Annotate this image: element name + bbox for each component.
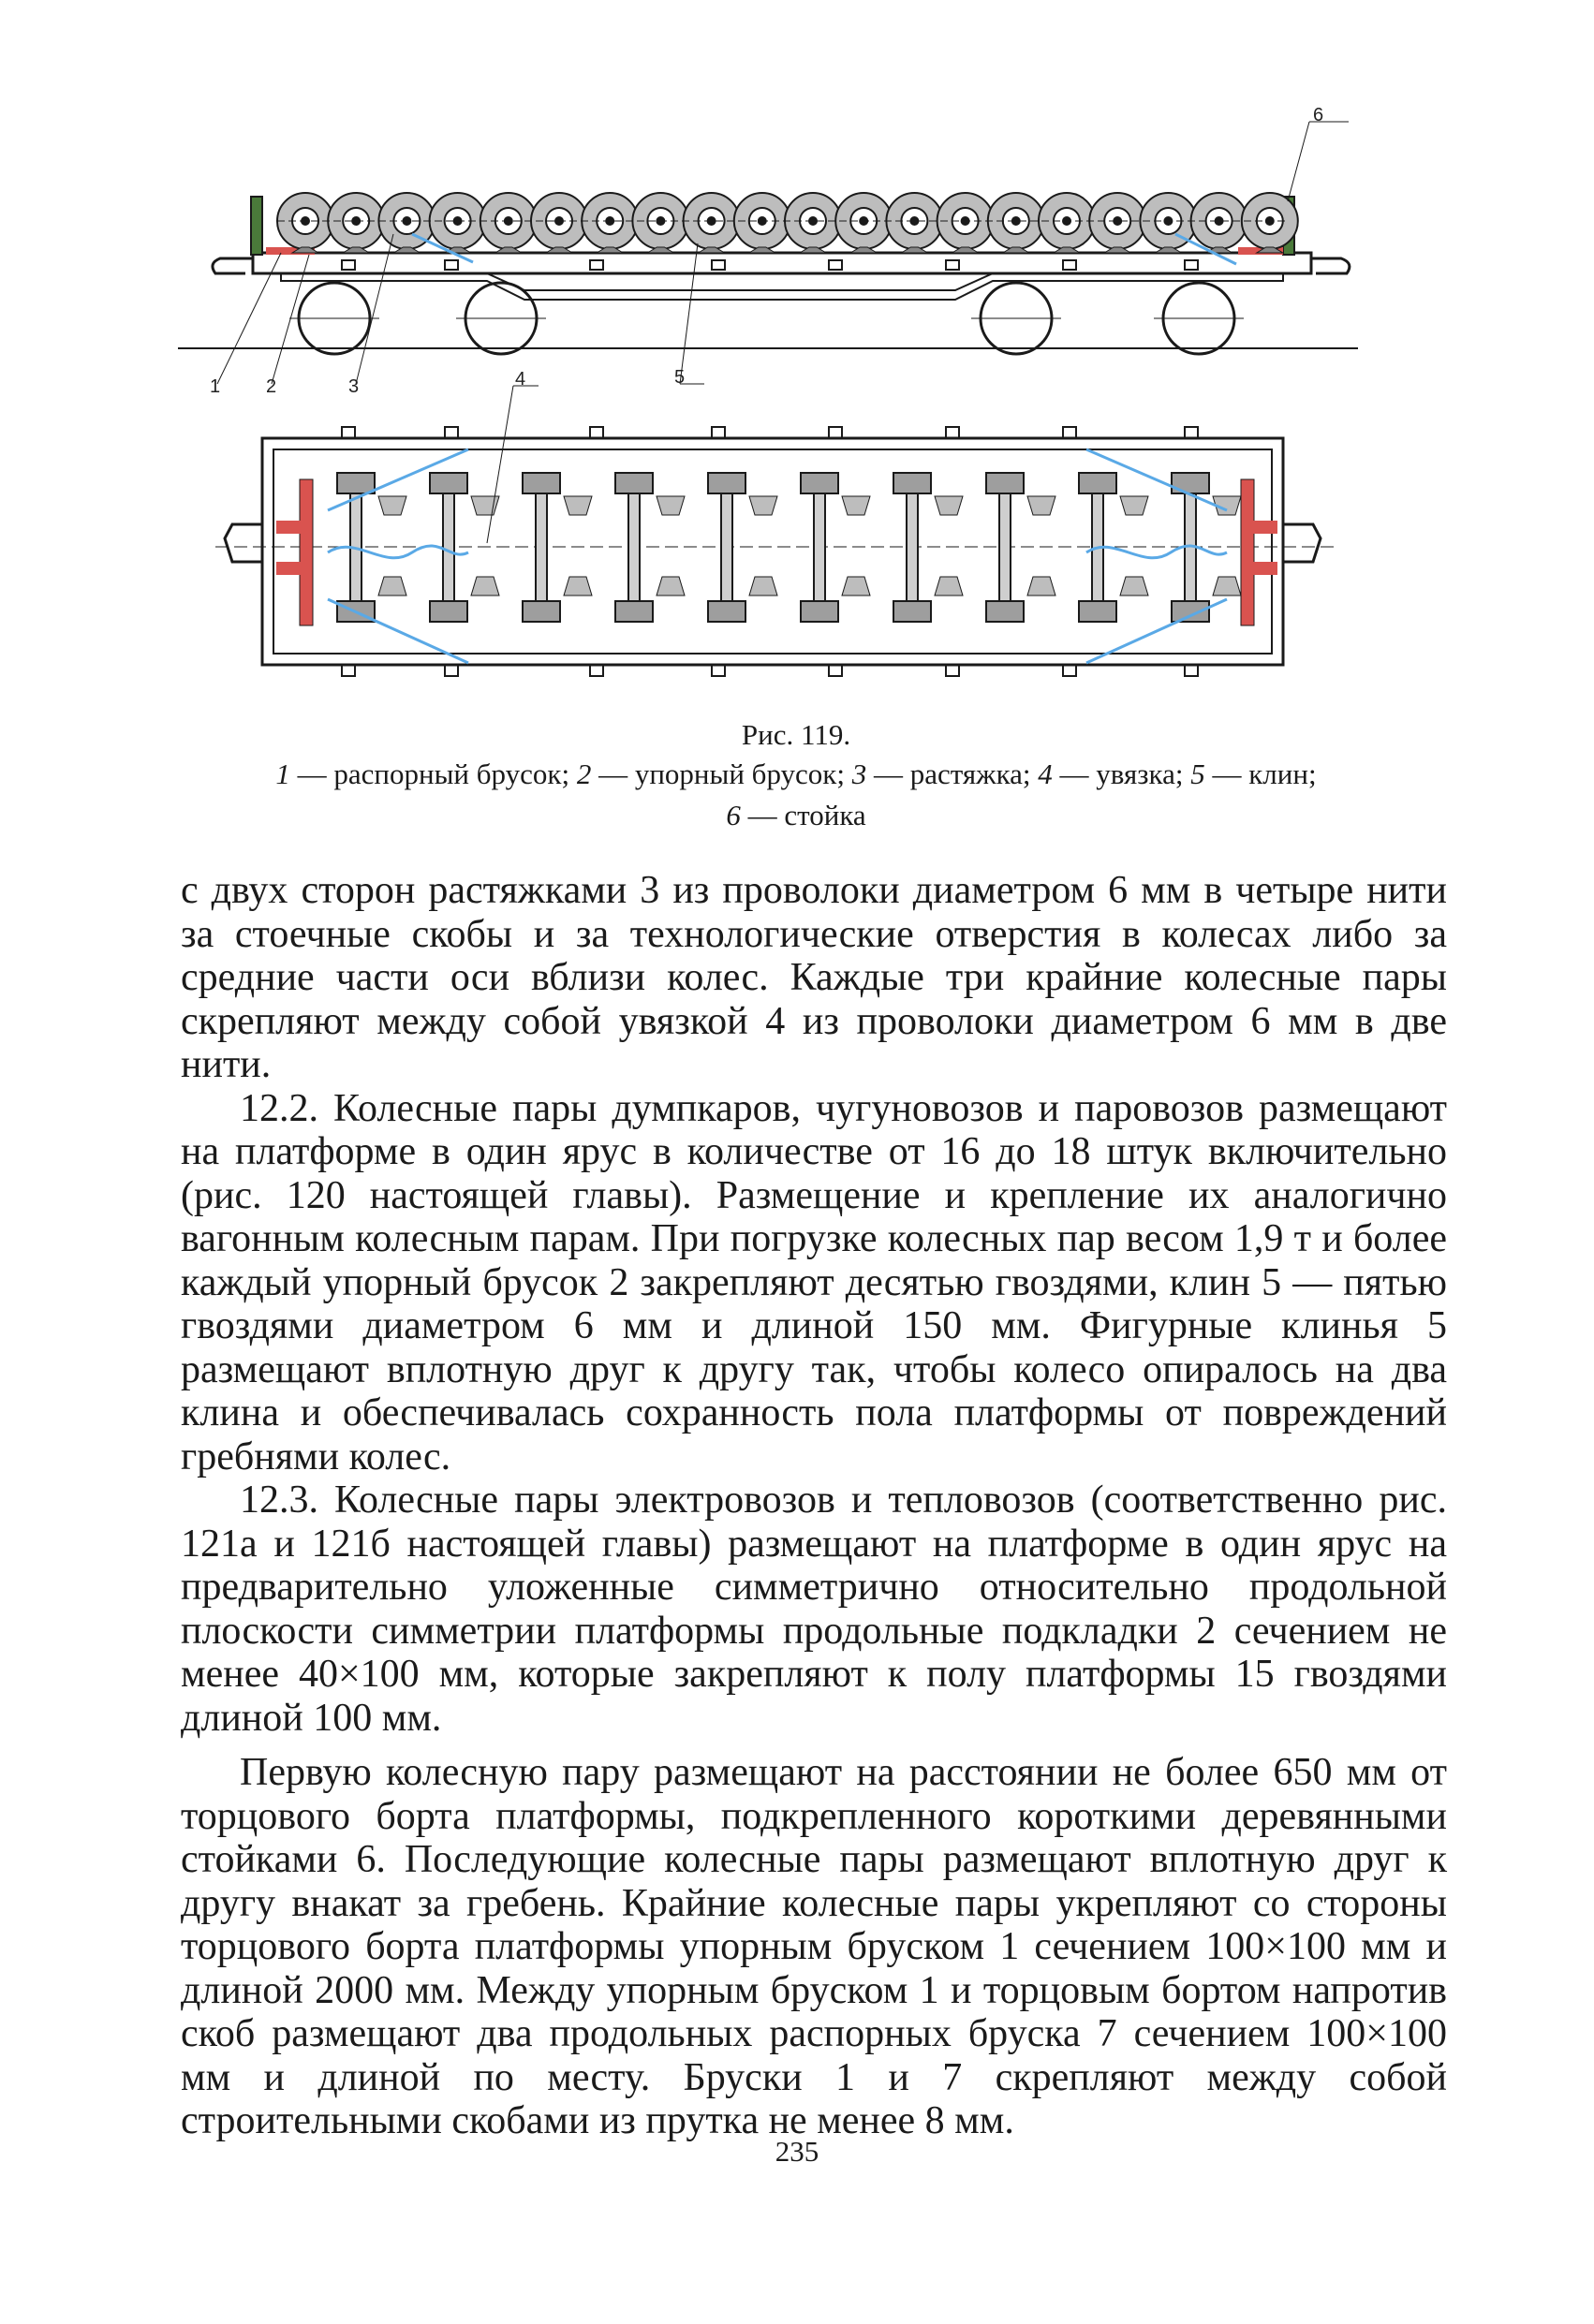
stake-pocket-top bbox=[712, 427, 725, 438]
axle-top bbox=[814, 487, 825, 618]
figure-caption-title: Рис. 119. bbox=[741, 718, 851, 751]
wedge-top-lower bbox=[564, 577, 592, 596]
figure-caption-legend bbox=[140, 754, 1452, 836]
wedge-top-upper bbox=[842, 496, 870, 515]
wheel-top-lower bbox=[986, 601, 1024, 622]
strut-left-a bbox=[276, 521, 303, 534]
underframe bbox=[281, 273, 1283, 300]
page-number: 235 bbox=[775, 2135, 819, 2168]
wheel-top-lower bbox=[708, 601, 745, 622]
wheel-top-upper bbox=[986, 473, 1024, 493]
wheel-top-lower bbox=[893, 601, 931, 622]
legend-item-6: 6 — стойка bbox=[726, 799, 866, 831]
callout-3: 3 bbox=[348, 376, 360, 397]
spacer-bar-right bbox=[1241, 479, 1254, 625]
paragraph-12-3: 12.3. Колесные пары электровозов и тепловозов (соответственно рис. 121а и 121б настоящей главы) размещают на платформе в один ярус на предварительно уложенные симметрично относительно продольной плоскости симметрии платформы продольные подкладки 2 сечением не менее 40×100 мм, которые закрепляют к полу платформы 15 гвоздями длиной 100 мм. bbox=[181, 1478, 1447, 1740]
body-text bbox=[181, 869, 1447, 2143]
wheel-top-upper bbox=[615, 473, 653, 493]
stake-pocket-top bbox=[1185, 427, 1198, 438]
axle-top bbox=[1185, 487, 1196, 618]
coupler-top-right bbox=[1283, 524, 1321, 562]
wedge-top-lower bbox=[935, 577, 963, 596]
wheel-top-lower bbox=[430, 601, 467, 622]
stake-pocket bbox=[946, 260, 959, 270]
callout-5: 5 bbox=[674, 367, 686, 388]
stake-pocket-top bbox=[829, 427, 842, 438]
legend-item-2: 2 — упорный брусок; bbox=[576, 758, 845, 790]
wedge-top-lower bbox=[1120, 577, 1148, 596]
wheel-top-lower bbox=[615, 601, 653, 622]
leader-line bbox=[356, 234, 393, 384]
stake-pocket-bottom bbox=[829, 665, 842, 676]
callout-1: 1 bbox=[210, 376, 221, 397]
strut-right-a bbox=[1251, 521, 1277, 534]
stake-pocket-bottom bbox=[1185, 665, 1198, 676]
wheel-top-lower bbox=[1079, 601, 1116, 622]
stake-pocket bbox=[829, 260, 842, 270]
platform-deck bbox=[253, 253, 1311, 273]
stake-pocket bbox=[1063, 260, 1076, 270]
stake-pocket bbox=[445, 260, 458, 270]
stake-pocket-top bbox=[1063, 427, 1076, 438]
top-view bbox=[215, 427, 1339, 676]
spacer-bar-left bbox=[300, 479, 313, 625]
wedge-top-upper bbox=[1120, 496, 1148, 515]
wheel-top-upper bbox=[893, 473, 931, 493]
axle-top bbox=[350, 487, 362, 618]
axle-top bbox=[1092, 487, 1103, 618]
stake-pocket-bottom bbox=[1063, 665, 1076, 676]
callout-2: 2 bbox=[266, 376, 277, 397]
leader-line bbox=[487, 386, 513, 543]
axle-top bbox=[536, 487, 547, 618]
wedge-top-upper bbox=[935, 496, 963, 515]
wedge-top-upper bbox=[749, 496, 777, 515]
wedge-top-lower bbox=[471, 577, 499, 596]
axle-top bbox=[721, 487, 732, 618]
stake-pocket-top bbox=[342, 427, 355, 438]
legend-item-1: 1 — распорный брусок; bbox=[275, 758, 570, 790]
coupler-right bbox=[1311, 258, 1350, 273]
stake-pocket-bottom bbox=[712, 665, 725, 676]
wedge-top-upper bbox=[657, 496, 685, 515]
leader-line bbox=[680, 243, 698, 384]
wedge-top-lower bbox=[378, 577, 406, 596]
wedge-top-upper bbox=[1027, 496, 1055, 515]
callout-6: 6 bbox=[1313, 105, 1324, 125]
wheel-top-lower bbox=[523, 601, 560, 622]
wheel-top-upper bbox=[1172, 473, 1209, 493]
leader-line bbox=[1288, 122, 1309, 201]
legend-item-4: 4 — увязка; bbox=[1038, 758, 1184, 790]
stake-pocket-bottom bbox=[342, 665, 355, 676]
wagon-loading-diagram bbox=[0, 0, 1594, 712]
wheel-top-upper bbox=[430, 473, 467, 493]
stake-pocket bbox=[712, 260, 725, 270]
side-view bbox=[178, 193, 1358, 354]
coupler-top-left bbox=[225, 524, 262, 562]
strut-left-b bbox=[276, 562, 303, 575]
stake-pocket-bottom bbox=[590, 665, 603, 676]
paragraph-first-wheelset: Первую колесную пару размещают на расстоянии не более 650 мм от торцового борта платформы, подкрепленного короткими деревянными стойками 6. Последующие колесные пары размещают вплотную друг к другу внакат за гребень. Крайние колесные пары укрепляют со стороны торцового борта платформы упорным бруском 1 сечением 100×100 мм и длиной 2000 мм. Между упорным бруском 1 и торцовым бортом напротив скоб размещают два продольных распорных бруска 7 сечением 100×100 мм и длиной по месту. Бруски 1 и 7 скрепляют между собой строительными скобами из прутка не менее 8 мм. bbox=[181, 1751, 1447, 2142]
axle-top bbox=[907, 487, 918, 618]
wheel-top-lower bbox=[1172, 601, 1209, 622]
coupler-left bbox=[213, 258, 253, 273]
wheel-top-lower bbox=[801, 601, 838, 622]
wheel-top-upper bbox=[337, 473, 375, 493]
stake-pocket-top bbox=[445, 427, 458, 438]
wedge-top-upper bbox=[378, 496, 406, 515]
strut-right-b bbox=[1251, 562, 1277, 575]
wedge-top-lower bbox=[1213, 577, 1241, 596]
wheel-top-upper bbox=[523, 473, 560, 493]
axle-top bbox=[999, 487, 1011, 618]
wheel-top-upper bbox=[1079, 473, 1116, 493]
legend-item-5: 5 — клин; bbox=[1190, 758, 1317, 790]
paragraph-continuation: с двух сторон растяжками 3 из проволоки диаметром 6 мм в четыре нити за стоечные скобы и за технологические отверстия в колесах либо за средние части оси вблизи колес. Каждые три крайние колесные пары скрепляют между собой увязкой 4 из проволоки диаметром 6 мм в две нити. bbox=[181, 869, 1447, 1086]
stake-pocket bbox=[590, 260, 603, 270]
figure-119 bbox=[0, 0, 1594, 712]
stake-pocket bbox=[1185, 260, 1198, 270]
legend-item-3: 3 — растяжка; bbox=[851, 758, 1031, 790]
stake-pocket-bottom bbox=[946, 665, 959, 676]
axle-top bbox=[628, 487, 640, 618]
binding-wire bbox=[1086, 546, 1227, 558]
end-post-left bbox=[251, 197, 262, 255]
stake-pocket-bottom bbox=[445, 665, 458, 676]
wedge-top-lower bbox=[1027, 577, 1055, 596]
wheel-top-upper bbox=[801, 473, 838, 493]
wedge-top-lower bbox=[657, 577, 685, 596]
paragraph-12-2: 12.2. Колесные пары думпкаров, чугуновозов и паровозов размещают на платформе в один ярус в количестве от 16 до 18 штук включительно (рис. 120 настоящей главы). Размещение и крепление их аналогично вагонным колесным парам. При погрузке колесных пар весом 1,9 т и более каждый упорный брусок 2 закрепляют десятью гвоздями, клин 5 — пятью гвоздями диаметром 6 мм и длиной 150 мм. Фигурные клинья 5 размещают вплотную друг к другу так, чтобы колесо опиралось на два клина и обеспечивалась сохранность пола платформы от повреждений гребнями колес. bbox=[181, 1086, 1447, 1478]
wedge-top-lower bbox=[749, 577, 777, 596]
stake-pocket-top bbox=[946, 427, 959, 438]
wheel-top-upper bbox=[708, 473, 745, 493]
stake-pocket-top bbox=[590, 427, 603, 438]
wedge-top-upper bbox=[471, 496, 499, 515]
wedge-top-lower bbox=[842, 577, 870, 596]
callout-4: 4 bbox=[515, 369, 526, 390]
wedge-top-upper bbox=[564, 496, 592, 515]
stake-pocket bbox=[342, 260, 355, 270]
